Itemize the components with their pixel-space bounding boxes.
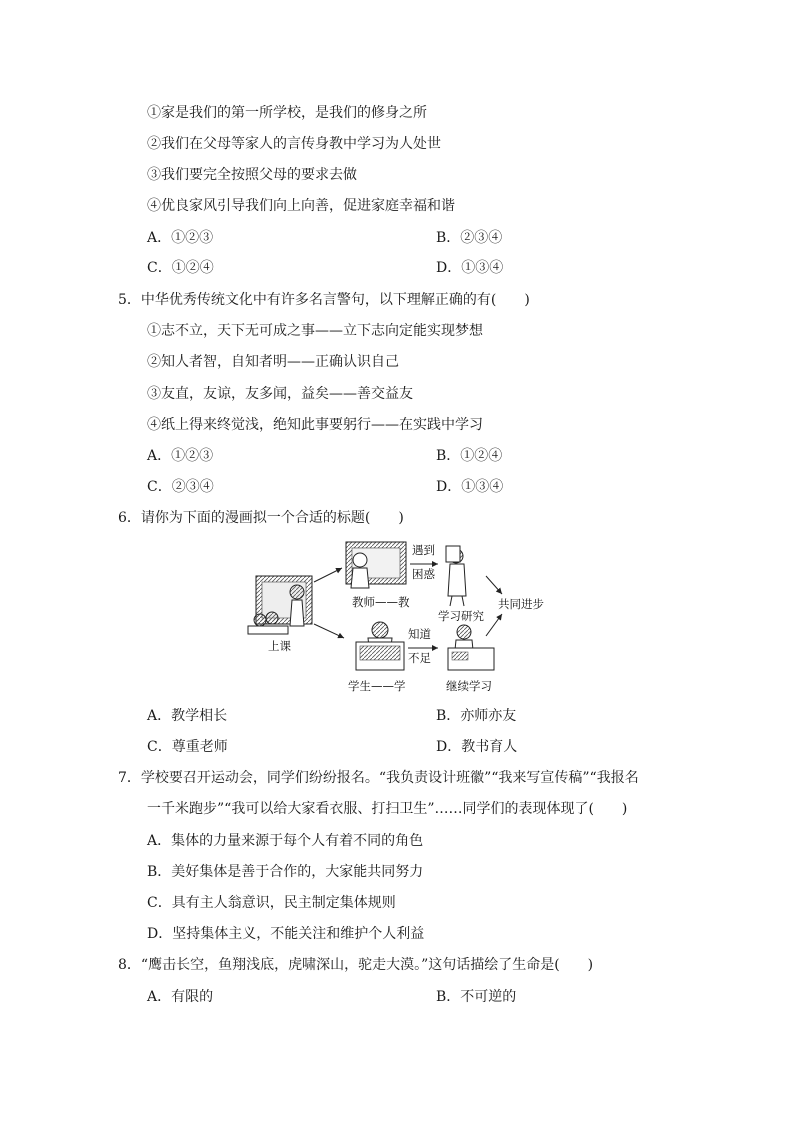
q5-statement-2: ②知人者智，自知者明——正确认识自己 [147,354,399,370]
q5-statement-4: ④纸上得来终觉浅，绝知此事要躬行——在实践中学习 [147,417,483,433]
student-scene [356,622,404,670]
q6-option-d: D．教书育人 [436,739,518,755]
label-class: 上课 [268,639,291,653]
research-scene [446,546,466,606]
q5-option-a: A．①②③ [147,448,214,464]
q4-statement-1: ①家是我们的第一所学校，是我们的修身之所 [147,105,427,121]
label-know-2: 不足 [408,651,431,665]
q6-stem: 6．请你为下面的漫画拟一个合适的标题( ) [118,510,404,526]
q5-statement-1: ①志不立，天下无可成之事——立下志向定能实现梦想 [147,323,483,339]
q4-statement-2: ②我们在父母等家人的言传身教中学习为人处世 [147,136,441,152]
q7-option-b: B．美好集体是善于合作的，大家能共同努力 [147,864,424,880]
label-teacher: 教师——教 [352,595,410,609]
q4-option-a: A．①②③ [147,230,214,246]
q8-option-b: B．不可逆的 [436,989,517,1005]
q4-option-b: B．②③④ [436,230,503,246]
label-know-1: 知道 [408,627,431,641]
q4-option-d: D．①③④ [436,260,504,276]
label-progress: 共同进步 [498,597,544,611]
q8-option-a: A．有限的 [147,989,214,1005]
q7-stem-line-2: 一千米跑步”“我可以给大家看衣服、打扫卫生”……同学们的表现体现了( ) [147,801,628,817]
label-continue: 继续学习 [446,679,492,693]
q7-stem-line-1: 7．学校要召开运动会，同学们纷纷报名。“我负责设计班徽”“我来写宣传稿”“我报名 [118,770,639,786]
q7-option-a: A．集体的力量来源于每个人有着不同的角色 [147,833,424,849]
q8-stem: 8．“鹰击长空，鱼翔浅底，虎啸深山，驼走大漠。”这句话描绘了生命是( ) [118,957,594,973]
q5-option-c: C．②③④ [147,479,214,495]
label-research: 学习研究 [438,609,484,623]
continue-scene [448,625,494,670]
q5-option-d: D．①③④ [436,479,504,495]
q4-statement-3: ③我们要完全按照父母的要求去做 [147,167,357,183]
q7-option-c: C．具有主人翁意识，民主制定集体规则 [147,895,396,911]
q6-comic-figure [240,538,560,700]
q6-option-b: B．亦师亦友 [436,708,517,724]
q5-stem: 5．中华优秀传统文化中有许多名言警句，以下理解正确的有( ) [118,292,530,308]
teacher-scene [346,542,406,588]
q5-statement-3: ③友直，友谅，友多闻，益矣——善交益友 [147,386,413,402]
label-meet-2: 困惑 [412,567,435,581]
q4-statement-4: ④优良家风引导我们向上向善，促进家庭幸福和谐 [147,198,455,214]
label-meet-1: 遇到 [412,543,435,557]
q7-option-d: D．坚持集体主义，不能关注和维护个人利益 [147,926,425,942]
q6-option-a: A．教学相长 [147,708,228,724]
q5-option-b: B．①②④ [436,448,503,464]
q4-option-c: C．①②④ [147,260,214,276]
classroom-scene [248,576,312,634]
label-student: 学生——学 [348,679,406,693]
q6-option-c: C．尊重老师 [147,739,228,755]
